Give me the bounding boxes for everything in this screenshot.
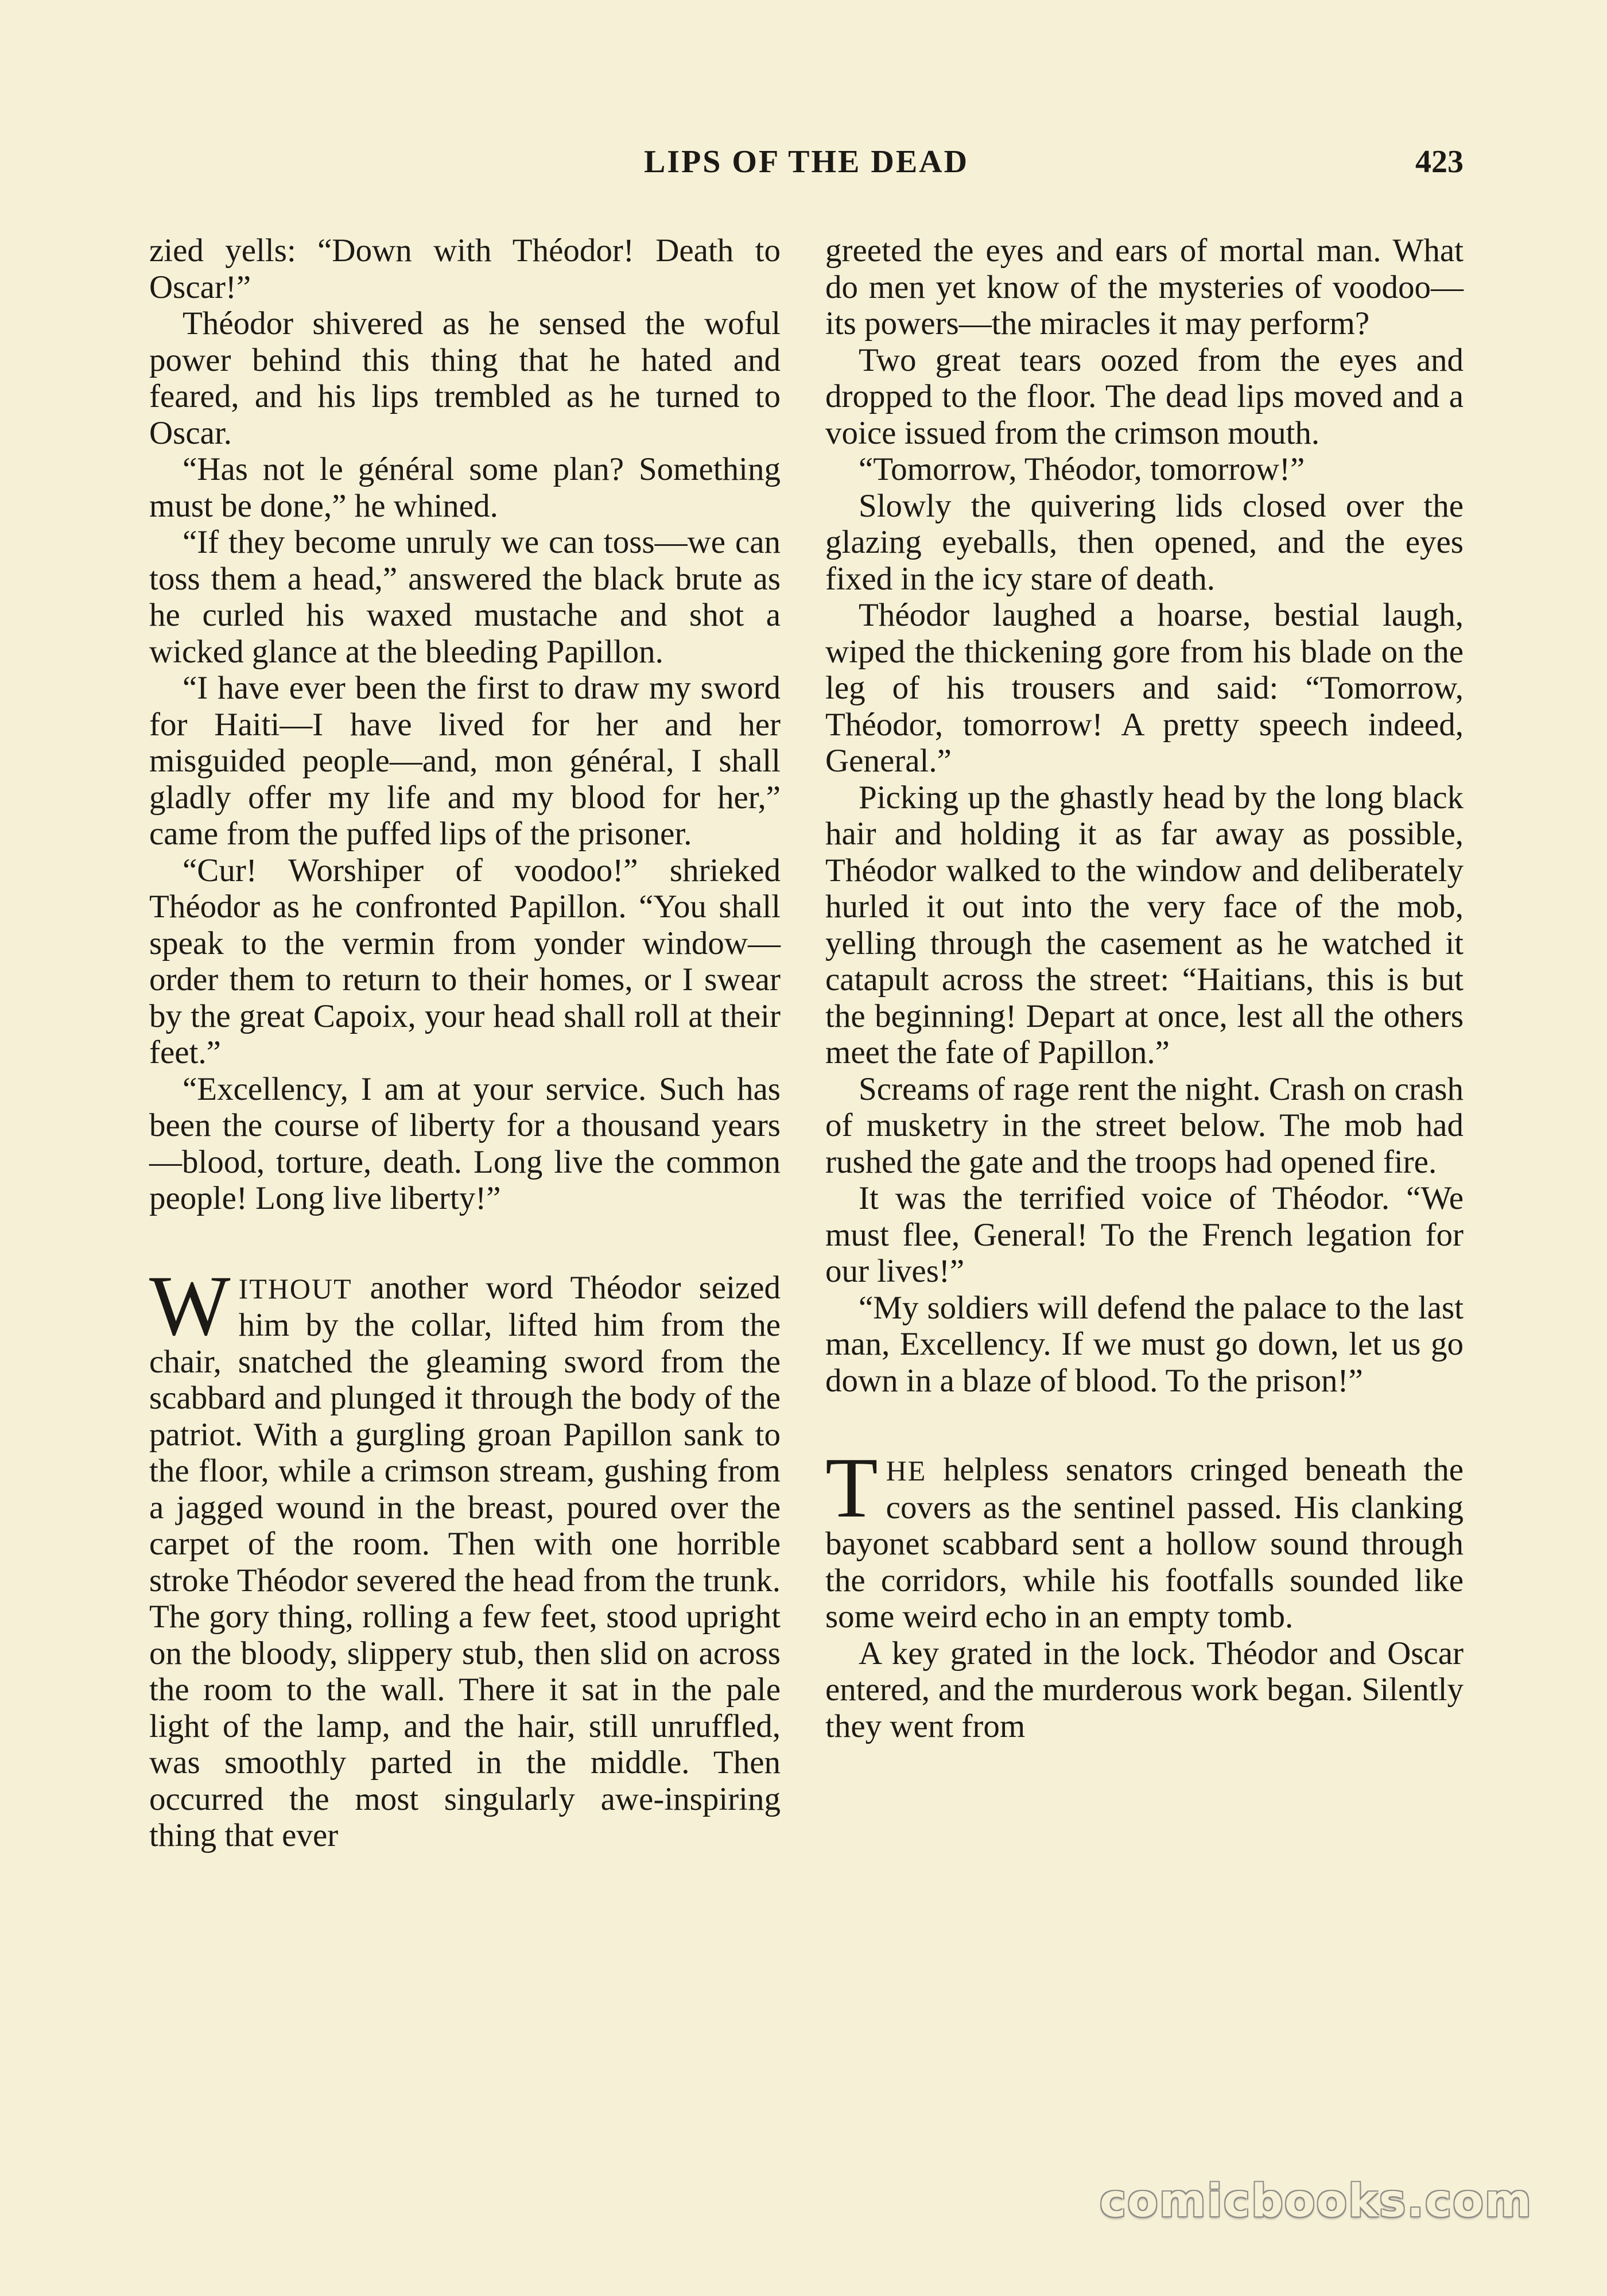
- paragraph: “I have ever been the first to draw my sword for Haiti—I have lived for her and her misguided people—and, mon général, I shall gladly offer my life and my blood for her,” came from the puffed lips of the prisoner.: [149, 670, 781, 852]
- paragraph: Picking up the ghastly head by the long black hair and holding it as far away as possible, Théodor walked to the window and deliberately hurled it out into the very face of the mob, yelling through the casement as he watched it catapult across the street: “Haitians, this is but the beginning! Depart at once, lest all the others meet the fate of Papillon.”: [825, 779, 1464, 1071]
- small-caps-lead: ITHOUT: [238, 1272, 352, 1305]
- small-caps-lead: HE: [886, 1455, 927, 1487]
- page-header: [149, 144, 1464, 189]
- section-paragraph: [149, 1258, 781, 1854]
- paragraph: greeted the eyes and ears of mortal man. What do men yet know of the mysteries of voodoo—its powers—the miracles it may perform?: [825, 232, 1464, 342]
- running-title: LIPS OF THE DEAD: [643, 144, 969, 180]
- paragraph: “If they become unruly we can toss—we can toss them a head,” answered the black brute as he curled his waxed mustache and shot a wicked glance at the bleeding Papillon.: [149, 524, 781, 670]
- page-number: 423: [1415, 144, 1464, 180]
- paragraph: It was the terrified voice of Théodor. “We must flee, General! To the French legation for our lives!”: [825, 1180, 1464, 1289]
- left-column: [149, 232, 781, 1854]
- paragraph: Théodor laughed a hoarse, bestial laugh, wiped the thickening gore from his blade on the leg of his trousers and said: “Tomorrow, Théodor, tomorrow! A pretty speech indeed, General.”: [825, 597, 1464, 779]
- paragraph: zied yells: “Down with Théodor! Death to Oscar!”: [149, 232, 781, 305]
- paragraph: Two great tears oozed from the eyes and dropped to the floor. The dead lips moved and a voice issued from the crimson mouth.: [825, 342, 1464, 451]
- paragraph: Screams of rage rent the night. Crash on crash of musketry in the street below. The mob had rushed the gate and the troops had opened fire.: [825, 1071, 1464, 1180]
- paragraph: “My soldiers will defend the palace to the last man, Excellency. If we must go down, let us go down in a blaze of blood. To the prison!”: [825, 1289, 1464, 1399]
- paragraph: “Has not le général some plan? Something must be done,” he whined.: [149, 451, 781, 524]
- drop-cap: T: [825, 1440, 878, 1535]
- paragraph: “Excellency, I am at your service. Such has been the course of liberty for a thousand years—blood, torture, death. Long live the common people! Long live liberty!”: [149, 1071, 781, 1216]
- paragraph: “Tomorrow, Théodor, tomorrow!”: [859, 451, 1305, 487]
- paragraph: A key grated in the lock. Théodor and Oscar entered, and the murderous work began. Silently they went from: [825, 1635, 1464, 1744]
- section-text: helpless senators cringed beneath the covers as the sentinel passed. His clanking bayonet scabbard sent a hollow sound through the corridors, while his footfalls sounded like some weird echo in an empty tomb.: [825, 1452, 1464, 1635]
- paragraph: Slowly the quivering lids closed over the glazing eyeballs, then opened, and the eyes fixed in the icy stare of death.: [825, 487, 1464, 597]
- drop-cap: W: [149, 1258, 231, 1353]
- right-column: [825, 232, 1464, 1744]
- site-watermark: comicbooks.com: [1099, 2175, 1532, 2227]
- paragraph: “Cur! Worshiper of voodoo!” shrieked Théodor as he confronted Papillon. “You shall speak to the vermin from yonder window—order them to return to their homes, or I swear by the great Capoix, your head shall roll at their feet.”: [149, 852, 781, 1071]
- paragraph: Théodor shivered as he sensed the woful power behind this thing that he hated and feared, and his lips trembled as he turned to Oscar.: [149, 305, 781, 451]
- section-paragraph: [825, 1440, 1464, 1635]
- section-text: another word Théodor seized him by the collar, lifted him from the chair, snatched the gleaming sword from the scabbard and plunged it through the body of the patriot. With a gurgling groan Papillon sank to the floor, while a crimson stream, gushing from a jagged wound in the breast, poured over the carpet of the room. Then with one horrible stroke Théodor severed the head from the trunk. The gory thing, rolling a few feet, stood upright on the bloody, slippery stub, then slid on across the room to the wall. There it sat in the pale light of the lamp, and the hair, still unruffled, was smoothly parted in the middle. Then occurred the most singularly awe-inspiring thing that ever: [149, 1269, 781, 1853]
